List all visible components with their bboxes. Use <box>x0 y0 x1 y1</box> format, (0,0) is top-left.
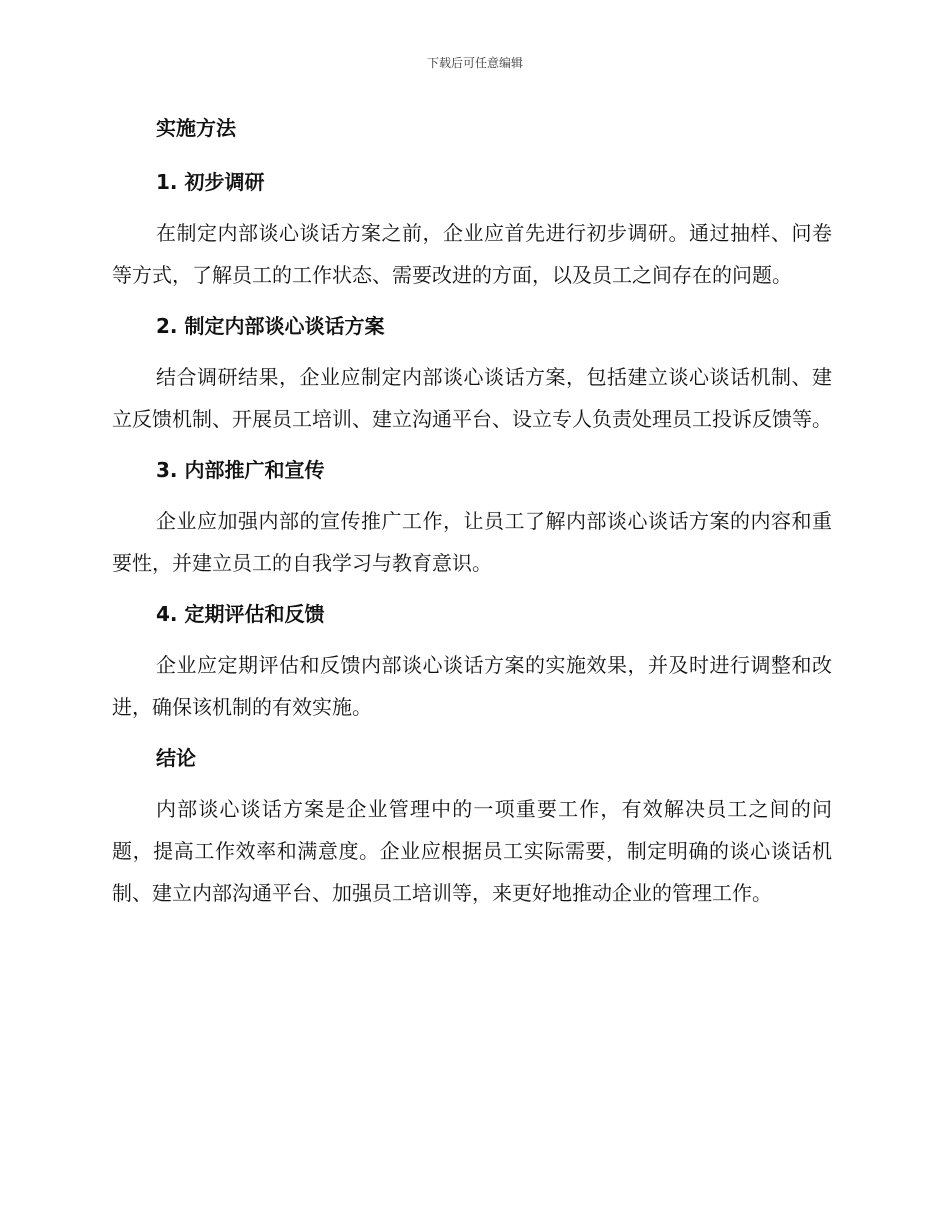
subsection-heading-2: 2. 制定内部谈心谈话方案 <box>156 314 385 338</box>
conclusion-body: 内部谈心谈话方案是企业管理中的一项重要工作，有效解决员工之间的问题，提高工作效率和满意度。企业应根据员工实际需要，制定明确的谈心谈话机制、建立内部沟通平台、加强员工培训等，来更好地推动企业的管理工作。 <box>112 797 832 905</box>
conclusion-title: 结论 <box>156 746 196 770</box>
subsection-heading-1: 1. 初步调研 <box>156 170 265 194</box>
subsection-heading-4: 4. 定期评估和反馈 <box>156 602 325 626</box>
subsection-heading-3: 3. 内部推广和宣传 <box>156 458 325 482</box>
subsection-body-3: 企业应加强内部的宣传推广工作，让员工了解内部谈心谈话方案的内容和重要性，并建立员工的自我学习与教育意识。 <box>112 509 832 575</box>
subsection-body-4: 企业应定期评估和反馈内部谈心谈话方案的实施效果，并及时进行调整和改进，确保该机制的有效实施。 <box>112 653 832 719</box>
section-title: 实施方法 <box>156 116 236 140</box>
subsection-body-1: 在制定内部谈心谈话方案之前，企业应首先进行初步调研。通过抽样、问卷等方式，了解员工的工作状态、需要改进的方面，以及员工之间存在的问题。 <box>112 221 832 287</box>
document-body <box>112 108 832 928</box>
subsection-body-2: 结合调研结果，企业应制定内部谈心谈话方案，包括建立谈心谈话机制、建立反馈机制、开展员工培训、建立沟通平台、设立专人负责处理员工投诉反馈等。 <box>112 365 832 431</box>
header-note: 下载后可任意编辑 <box>426 56 523 70</box>
